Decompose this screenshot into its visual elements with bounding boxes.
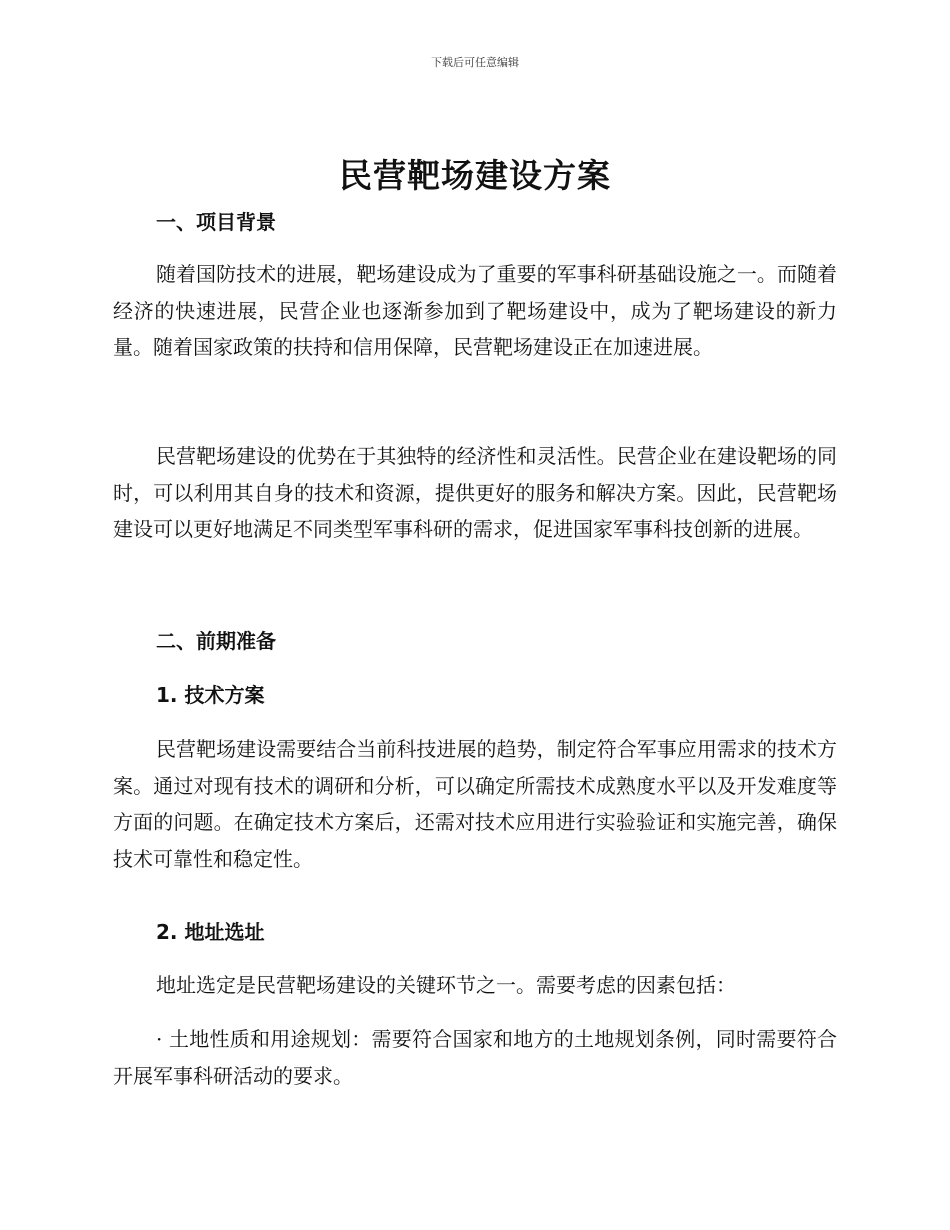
section-heading-preparation: 二、前期准备 [156, 629, 276, 653]
paragraph-background-1: 随着国防技术的进展，靶场建设成为了重要的军事科研基础设施之一。而随着经济的快速进展，民营企业也逐渐参加到了靶场建设中，成为了靶场建设的新力量。随着国家政策的扶持和信用保障，民营靶场建设正在加速进展。 [113, 262, 837, 359]
subsection-heading-tech-plan: 1. 技术方案 [156, 683, 265, 707]
paragraph-site-selection: 地址选定是民营靶场建设的关键环节之一。需要考虑的因素包括： [156, 973, 736, 997]
paragraph-background-2: 民营靶场建设的优势在于其独特的经济性和灵活性。民营企业在建设靶场的同时，可以利用其自身的技术和资源，提供更好的服务和解决方案。因此，民营靶场建设可以更好地满足不同类型军事科研的需求，促进国家军事科技创新的进展。 [113, 444, 837, 541]
document-title: 民营靶场建设方案 [339, 156, 611, 195]
header-note: 下载后可任意编辑 [431, 56, 519, 69]
paragraph-tech-plan: 民营靶场建设需要结合当前科技进展的趋势，制定符合军事应用需求的技术方案。通过对现有技术的调研和分析，可以确定所需技术成熟度水平以及开发难度等方面的问题。在确定技术方案后，还需对技术应用进行实验验证和实施完善，确保技术可靠性和稳定性。 [113, 737, 837, 871]
bullet-land-planning: · 土地性质和用途规划：需要符合国家和地方的土地规划条例，同时需要符合开展军事科研活动的要求。 [113, 1027, 837, 1088]
section-heading-background: 一、项目背景 [156, 210, 276, 234]
subsection-heading-site-selection: 2. 地址选址 [156, 920, 265, 944]
